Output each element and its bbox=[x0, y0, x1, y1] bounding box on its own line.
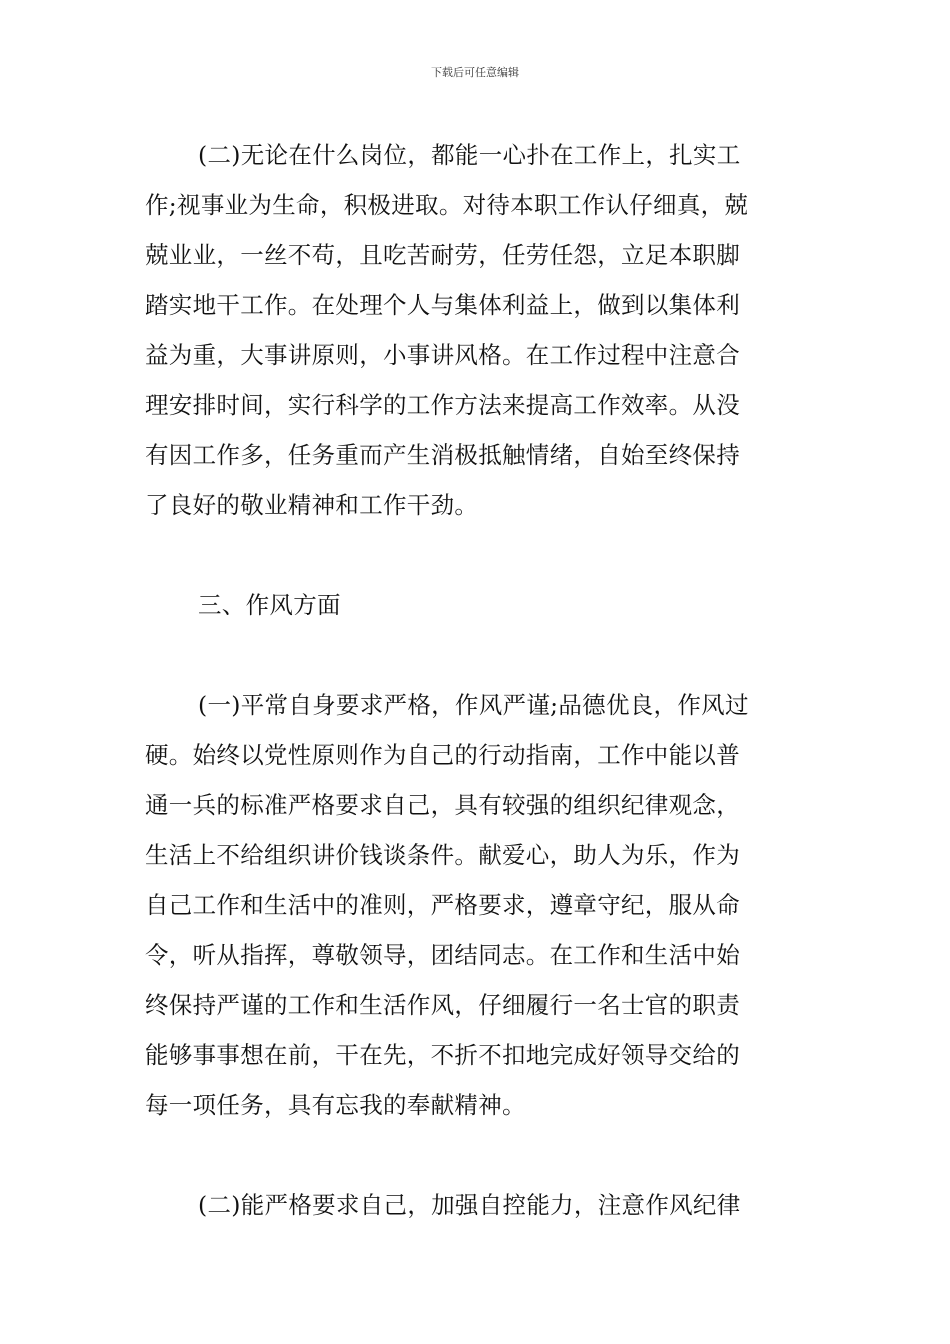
paragraph-line: (一)平常自身要求严格，作风严谨;品德优良，作风过 bbox=[198, 691, 749, 719]
paragraph-3 bbox=[145, 680, 810, 1130]
paragraph-line: 通一兵的标准严格要求自己，具有较强的组织纪律观念， bbox=[145, 791, 740, 819]
paragraph-line: 理安排时间，实行科学的工作方法来提高工作效率。从没 bbox=[145, 391, 740, 419]
paragraph-1 bbox=[145, 130, 810, 530]
section-heading-text: 三、作风方面 bbox=[198, 591, 341, 619]
paragraph-line: 令，听从指挥，尊敬领导，团结同志。在工作和生活中始 bbox=[145, 941, 740, 969]
paragraph-line: (二)能严格要求自己，加强自控能力，注意作风纪律 bbox=[198, 1191, 741, 1219]
paragraph-spacer bbox=[145, 630, 810, 680]
paragraph-spacer bbox=[145, 530, 810, 580]
paragraph-spacer bbox=[145, 1130, 810, 1180]
paragraph-line: 益为重，大事讲原则，小事讲风格。在工作过程中注意合 bbox=[145, 341, 740, 369]
paragraph-line: 终保持严谨的工作和生活作风，仔细履行一名士官的职责 bbox=[145, 991, 740, 1019]
paragraph-line: 有因工作多，任务重而产生消极抵触情绪，自始至终保持 bbox=[145, 441, 740, 469]
paragraph-line: 自己工作和生活中的准则，严格要求，遵章守纪，服从命 bbox=[145, 891, 740, 919]
paragraph-4 bbox=[145, 1180, 810, 1230]
section-heading bbox=[145, 580, 810, 630]
paragraph-line: 兢业业，一丝不苟，且吃苦耐劳，任劳任怨，立足本职脚 bbox=[145, 241, 740, 269]
paragraph-line: 踏实地干工作。在处理个人与集体利益上，做到以集体利 bbox=[145, 291, 740, 319]
paragraph-line: 能够事事想在前，干在先，不折不扣地完成好领导交给的 bbox=[145, 1041, 740, 1069]
paragraph-line: 每一项任务，具有忘我的奉献精神。 bbox=[145, 1091, 526, 1119]
paragraph-line: 硬。始终以党性原则作为自己的行动指南，工作中能以普 bbox=[145, 741, 740, 769]
paragraph-line: 生活上不给组织讲价钱谈条件。献爱心，助人为乐，作为 bbox=[145, 841, 740, 869]
paragraph-line: 作;视事业为生命，积极进取。对待本职工作认仔细真，兢 bbox=[145, 191, 749, 219]
paragraph-line: 了良好的敬业精神和工作干劲。 bbox=[145, 491, 479, 519]
document-body bbox=[145, 130, 810, 1230]
paragraph-line: (二)无论在什么岗位，都能一心扑在工作上，扎实工 bbox=[198, 141, 741, 169]
page-header-note: 下载后可任意编辑 bbox=[431, 66, 519, 79]
